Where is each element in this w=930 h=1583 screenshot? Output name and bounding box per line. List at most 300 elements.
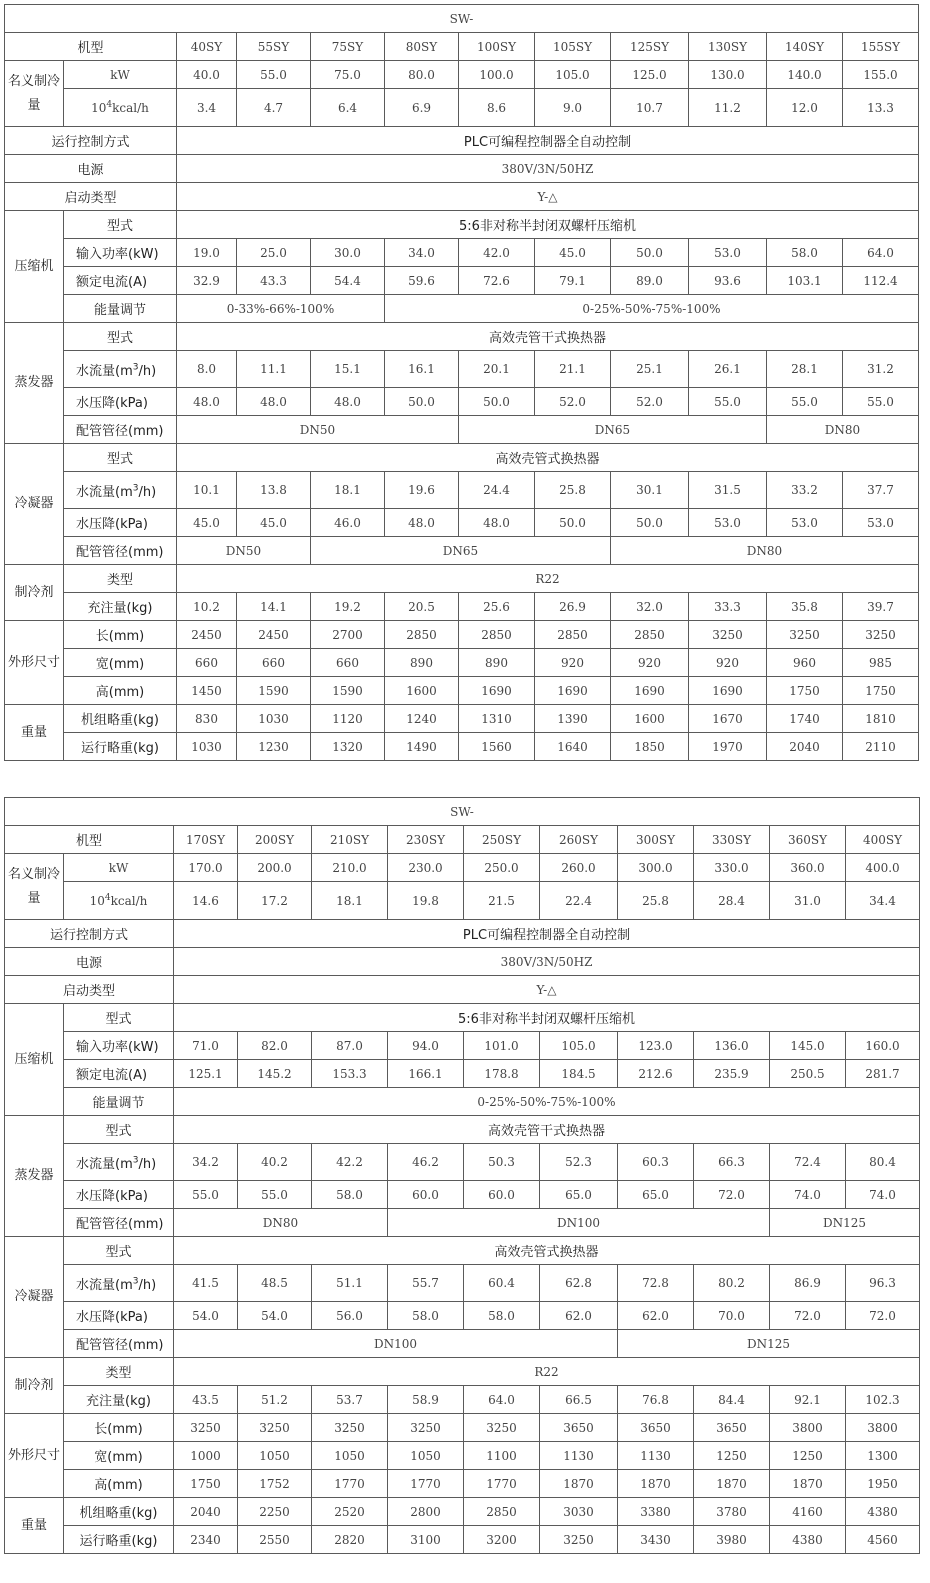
unit-weight-cell: 2250: [238, 1498, 312, 1526]
condenser-flow-cell: 51.1: [312, 1265, 388, 1302]
height-label: 高(mm): [64, 677, 177, 705]
charge-cell: 39.7: [843, 593, 919, 621]
evaporator-drop-label: 水压降(kPa): [64, 1181, 174, 1209]
unit-weight-row: [5, 1498, 920, 1526]
kw-cell: 125.0: [611, 61, 689, 89]
length-cell: 3250: [767, 621, 843, 649]
width-cell: 985: [843, 649, 919, 677]
control-value: PLC可编程控制器全自动控制: [177, 127, 919, 155]
model-cell: 300SY: [618, 826, 694, 854]
evaporator-flow-cell: 11.1: [237, 351, 311, 388]
power-label: 电源: [5, 155, 177, 183]
charge-cell: 32.0: [611, 593, 689, 621]
capacity-control-value: 0-33%-66%-100%: [177, 295, 385, 323]
width-cell: 1100: [464, 1442, 540, 1470]
input-power-cell: 19.0: [177, 239, 237, 267]
evaporator-drop-cell: 74.0: [846, 1181, 920, 1209]
model-row: [5, 33, 919, 61]
height-cell: 1770: [464, 1470, 540, 1498]
refrigerant-label: 制冷剂: [5, 1358, 64, 1414]
condenser-type-row: [5, 444, 919, 472]
kcal-unit-pre: 10: [89, 894, 105, 908]
start-row: [5, 976, 920, 1004]
run-weight-cell: 3250: [540, 1526, 618, 1554]
height-row: [5, 1470, 920, 1498]
length-row: [5, 1414, 920, 1442]
condenser-flow-cell: 18.1: [311, 472, 385, 509]
model-cell: 105SY: [535, 33, 611, 61]
charge-cell: 25.6: [459, 593, 535, 621]
evaporator-flow-cell: 20.1: [459, 351, 535, 388]
condenser-drop-cell: 50.0: [535, 509, 611, 537]
length-cell: 2850: [459, 621, 535, 649]
width-label: 宽(mm): [64, 1442, 174, 1470]
evaporator-label: 蒸发器: [5, 1116, 64, 1237]
condenser-drop-cell: 48.0: [385, 509, 459, 537]
length-cell: 3800: [846, 1414, 920, 1442]
power-value: 380V/3N/50HZ: [177, 155, 919, 183]
compressor-type-row: [5, 211, 919, 239]
kcal-cell: 13.3: [843, 89, 919, 127]
model-cell: 55SY: [237, 33, 311, 61]
length-cell: 2450: [237, 621, 311, 649]
width-row: [5, 649, 919, 677]
charge-row: [5, 1386, 920, 1414]
height-cell: 1950: [846, 1470, 920, 1498]
rated-current-cell: 43.3: [237, 267, 311, 295]
evaporator-flow-cell: 66.3: [694, 1144, 770, 1181]
width-cell: 1130: [618, 1442, 694, 1470]
evaporator-pipe-value: DN125: [770, 1209, 920, 1237]
evaporator-pipe-value: DN50: [177, 416, 459, 444]
kw-cell: 300.0: [618, 854, 694, 882]
unit-weight-cell: 1810: [843, 705, 919, 733]
length-cell: 2850: [385, 621, 459, 649]
height-cell: 1870: [618, 1470, 694, 1498]
start-value: Y-△: [177, 183, 919, 211]
condenser-drop-cell: 53.0: [689, 509, 767, 537]
evaporator-label: 蒸发器: [5, 323, 64, 444]
evaporator-pipe-label: 配管管径(mm): [64, 1209, 174, 1237]
condenser-drop-cell: 45.0: [237, 509, 311, 537]
width-cell: 1300: [846, 1442, 920, 1470]
evaporator-flow-row: [5, 1144, 920, 1181]
height-cell: 1690: [689, 677, 767, 705]
rated-current-cell: 281.7: [846, 1060, 920, 1088]
height-cell: 1750: [843, 677, 919, 705]
run-weight-cell: 2040: [767, 733, 843, 761]
kcal-row: [5, 882, 920, 920]
kw-cell: 130.0: [689, 61, 767, 89]
kcal-cell: 18.1: [312, 882, 388, 920]
flow-label-post: /h): [138, 1277, 157, 1293]
condenser-drop-row: [5, 509, 919, 537]
width-cell: 1130: [540, 1442, 618, 1470]
model-cell: 130SY: [689, 33, 767, 61]
series-row: [5, 798, 920, 826]
flow-label-pre: 水流量(m: [76, 484, 133, 500]
evaporator-flow-cell: 60.3: [618, 1144, 694, 1181]
model-label: 机型: [5, 33, 177, 61]
evaporator-drop-cell: 65.0: [540, 1181, 618, 1209]
input-power-cell: 30.0: [311, 239, 385, 267]
evaporator-drop-cell: 55.0: [689, 388, 767, 416]
run-weight-cell: 2820: [312, 1526, 388, 1554]
width-cell: 660: [237, 649, 311, 677]
condenser-flow-row: [5, 1265, 920, 1302]
kcal-unit-post: kcal/h: [112, 101, 149, 115]
condenser-flow-cell: 13.8: [237, 472, 311, 509]
condenser-drop-cell: 53.0: [843, 509, 919, 537]
height-cell: 1752: [238, 1470, 312, 1498]
run-weight-row: [5, 733, 919, 761]
run-weight-label: 运行略重(kg): [64, 1526, 174, 1554]
width-cell: 890: [459, 649, 535, 677]
evaporator-flow-label: [64, 351, 177, 388]
evaporator-drop-cell: 74.0: [770, 1181, 846, 1209]
compressor-type-label: 型式: [64, 1004, 174, 1032]
kw-cell: 100.0: [459, 61, 535, 89]
condenser-drop-cell: 56.0: [312, 1302, 388, 1330]
unit-weight-cell: 2850: [464, 1498, 540, 1526]
condenser-flow-cell: 31.5: [689, 472, 767, 509]
input-power-cell: 87.0: [312, 1032, 388, 1060]
flow-label-post: /h): [138, 1156, 157, 1172]
kcal-unit-sup: 4: [104, 893, 111, 903]
model-row: [5, 826, 920, 854]
unit-weight-cell: 3780: [694, 1498, 770, 1526]
evaporator-drop-cell: 55.0: [238, 1181, 312, 1209]
length-label: 长(mm): [64, 621, 177, 649]
charge-cell: 33.3: [689, 593, 767, 621]
rated-current-cell: 79.1: [535, 267, 611, 295]
model-cell: 260SY: [540, 826, 618, 854]
unit-weight-cell: 1390: [535, 705, 611, 733]
series-title: SW-: [5, 798, 920, 826]
model-cell: 100SY: [459, 33, 535, 61]
length-cell: 3250: [388, 1414, 464, 1442]
input-power-cell: 145.0: [770, 1032, 846, 1060]
compressor-type-value: 5:6非对称半封闭双螺杆压缩机: [174, 1004, 920, 1032]
unit-weight-cell: 2800: [388, 1498, 464, 1526]
width-cell: 660: [311, 649, 385, 677]
kcal-unit: [64, 882, 174, 920]
weight-label: 重量: [5, 1498, 64, 1554]
charge-cell: 43.5: [174, 1386, 238, 1414]
model-cell: 170SY: [174, 826, 238, 854]
evaporator-flow-cell: 8.0: [177, 351, 237, 388]
condenser-flow-cell: 86.9: [770, 1265, 846, 1302]
flow-label-post: /h): [138, 484, 157, 500]
refrigerant-type-value: R22: [177, 565, 919, 593]
width-cell: 1250: [770, 1442, 846, 1470]
condenser-flow-cell: 30.1: [611, 472, 689, 509]
refrigerant-label: 制冷剂: [5, 565, 64, 621]
evaporator-drop-cell: 55.0: [843, 388, 919, 416]
run-weight-cell: 4380: [770, 1526, 846, 1554]
run-weight-label: 运行略重(kg): [64, 733, 177, 761]
unit-weight-cell: 4380: [846, 1498, 920, 1526]
width-cell: 1250: [694, 1442, 770, 1470]
height-cell: 1870: [540, 1470, 618, 1498]
unit-weight-label: 机组略重(kg): [64, 705, 177, 733]
kcal-cell: 28.4: [694, 882, 770, 920]
evaporator-pipe-value: DN80: [767, 416, 919, 444]
capacity-control-value: 0-25%-50%-75%-100%: [174, 1088, 920, 1116]
kcal-cell: 6.4: [311, 89, 385, 127]
length-label: 长(mm): [64, 1414, 174, 1442]
condenser-flow-cell: 24.4: [459, 472, 535, 509]
input-power-row: [5, 1032, 920, 1060]
charge-cell: 58.9: [388, 1386, 464, 1414]
kw-cell: 360.0: [770, 854, 846, 882]
charge-cell: 64.0: [464, 1386, 540, 1414]
evaporator-drop-cell: 48.0: [177, 388, 237, 416]
rated-current-label: 额定电流(A): [64, 267, 177, 295]
run-weight-cell: 1640: [535, 733, 611, 761]
rated-current-cell: 235.9: [694, 1060, 770, 1088]
evaporator-flow-cell: 40.2: [238, 1144, 312, 1181]
evaporator-flow-cell: 21.1: [535, 351, 611, 388]
rated-current-cell: 112.4: [843, 267, 919, 295]
condenser-label: 冷凝器: [5, 1237, 64, 1358]
condenser-flow-cell: 55.7: [388, 1265, 464, 1302]
compressor-type-row: [5, 1004, 920, 1032]
charge-cell: 92.1: [770, 1386, 846, 1414]
evaporator-flow-cell: 16.1: [385, 351, 459, 388]
evaporator-flow-cell: 42.2: [312, 1144, 388, 1181]
kcal-cell: 22.4: [540, 882, 618, 920]
kw-cell: 210.0: [312, 854, 388, 882]
power-row: [5, 155, 919, 183]
control-row: [5, 920, 920, 948]
charge-label: 充注量(kg): [64, 593, 177, 621]
spec-table-1: [4, 4, 919, 761]
kw-row: [5, 61, 919, 89]
kcal-unit-pre: 10: [91, 101, 107, 115]
input-power-cell: 101.0: [464, 1032, 540, 1060]
unit-weight-cell: 1600: [611, 705, 689, 733]
power-row: [5, 948, 920, 976]
condenser-flow-cell: 10.1: [177, 472, 237, 509]
kcal-cell: 10.7: [611, 89, 689, 127]
evaporator-drop-cell: 50.0: [459, 388, 535, 416]
condenser-drop-cell: 53.0: [767, 509, 843, 537]
evaporator-type-row: [5, 323, 919, 351]
charge-cell: 35.8: [767, 593, 843, 621]
evaporator-type-value: 高效壳管干式换热器: [177, 323, 919, 351]
kcal-cell: 19.8: [388, 882, 464, 920]
kw-cell: 140.0: [767, 61, 843, 89]
evaporator-pipe-value: DN100: [388, 1209, 770, 1237]
length-cell: 2450: [177, 621, 237, 649]
evaporator-type-label: 型式: [64, 323, 177, 351]
run-weight-cell: 4560: [846, 1526, 920, 1554]
refrigerant-type-row: [5, 565, 919, 593]
input-power-cell: 42.0: [459, 239, 535, 267]
evaporator-pipe-label: 配管管径(mm): [64, 416, 177, 444]
kw-cell: 105.0: [535, 61, 611, 89]
evaporator-type-label: 型式: [64, 1116, 174, 1144]
evaporator-drop-label: 水压降(kPa): [64, 388, 177, 416]
condenser-drop-cell: 72.0: [770, 1302, 846, 1330]
length-cell: 3650: [694, 1414, 770, 1442]
condenser-flow-label: [64, 472, 177, 509]
input-power-cell: 94.0: [388, 1032, 464, 1060]
run-weight-cell: 1970: [689, 733, 767, 761]
unit-weight-cell: 2520: [312, 1498, 388, 1526]
kw-cell: 75.0: [311, 61, 385, 89]
rated-current-row: [5, 1060, 920, 1088]
model-cell: 155SY: [843, 33, 919, 61]
kcal-cell: 3.4: [177, 89, 237, 127]
run-weight-cell: 3200: [464, 1526, 540, 1554]
condenser-pipe-label: 配管管径(mm): [64, 1330, 174, 1358]
length-cell: 3250: [689, 621, 767, 649]
condenser-drop-cell: 50.0: [611, 509, 689, 537]
input-power-cell: 25.0: [237, 239, 311, 267]
kcal-cell: 14.6: [174, 882, 238, 920]
flow-label-post: /h): [138, 363, 157, 379]
kw-cell: 200.0: [238, 854, 312, 882]
condenser-drop-cell: 48.0: [459, 509, 535, 537]
input-power-cell: 160.0: [846, 1032, 920, 1060]
condenser-flow-cell: 25.8: [535, 472, 611, 509]
condenser-drop-cell: 70.0: [694, 1302, 770, 1330]
model-cell: 250SY: [464, 826, 540, 854]
length-cell: 3800: [770, 1414, 846, 1442]
input-power-cell: 123.0: [618, 1032, 694, 1060]
length-cell: 2700: [311, 621, 385, 649]
height-cell: 1750: [174, 1470, 238, 1498]
input-power-cell: 64.0: [843, 239, 919, 267]
flow-label-sup: 3: [132, 1155, 139, 1166]
condenser-label: 冷凝器: [5, 444, 64, 565]
evaporator-drop-cell: 55.0: [767, 388, 843, 416]
condenser-drop-label: 水压降(kPa): [64, 1302, 174, 1330]
condenser-flow-cell: 96.3: [846, 1265, 920, 1302]
charge-label: 充注量(kg): [64, 1386, 174, 1414]
length-cell: 3250: [312, 1414, 388, 1442]
kcal-cell: 31.0: [770, 882, 846, 920]
compressor-type-label: 型式: [64, 211, 177, 239]
length-cell: 3250: [843, 621, 919, 649]
kcal-unit-sup: 4: [106, 100, 113, 110]
model-cell: 75SY: [311, 33, 385, 61]
kw-unit: kW: [64, 854, 174, 882]
length-cell: 3250: [238, 1414, 312, 1442]
width-cell: 1050: [238, 1442, 312, 1470]
input-power-cell: 58.0: [767, 239, 843, 267]
dimensions-label: 外形尺寸: [5, 621, 64, 705]
control-label: 运行控制方式: [5, 127, 177, 155]
kw-row: [5, 854, 920, 882]
height-cell: 1450: [177, 677, 237, 705]
model-cell: 125SY: [611, 33, 689, 61]
kcal-cell: 12.0: [767, 89, 843, 127]
condenser-flow-label: [64, 1265, 174, 1302]
charge-cell: 66.5: [540, 1386, 618, 1414]
rated-current-cell: 145.2: [238, 1060, 312, 1088]
control-row: [5, 127, 919, 155]
dimensions-label: 外形尺寸: [5, 1414, 64, 1498]
evaporator-flow-cell: 52.3: [540, 1144, 618, 1181]
condenser-pipe-value: DN65: [311, 537, 611, 565]
capacity-control-row: [5, 1088, 920, 1116]
run-weight-cell: 3100: [388, 1526, 464, 1554]
evaporator-drop-cell: 50.0: [385, 388, 459, 416]
capacity-control-label: 能量调节: [64, 295, 177, 323]
model-cell: 330SY: [694, 826, 770, 854]
condenser-drop-cell: 58.0: [388, 1302, 464, 1330]
evaporator-drop-cell: 48.0: [237, 388, 311, 416]
model-cell: 230SY: [388, 826, 464, 854]
run-weight-cell: 1850: [611, 733, 689, 761]
height-cell: 1590: [311, 677, 385, 705]
control-label: 运行控制方式: [5, 920, 174, 948]
kcal-cell: 34.4: [846, 882, 920, 920]
kw-cell: 330.0: [694, 854, 770, 882]
condenser-drop-cell: 54.0: [174, 1302, 238, 1330]
capacity-control-row: [5, 295, 919, 323]
condenser-flow-row: [5, 472, 919, 509]
compressor-label: 压缩机: [5, 1004, 64, 1116]
input-power-cell: 71.0: [174, 1032, 238, 1060]
rated-current-cell: 166.1: [388, 1060, 464, 1088]
model-cell: 400SY: [846, 826, 920, 854]
kcal-cell: 9.0: [535, 89, 611, 127]
width-row: [5, 1442, 920, 1470]
compressor-type-value: 5:6非对称半封闭双螺杆压缩机: [177, 211, 919, 239]
model-cell: 40SY: [177, 33, 237, 61]
model-cell: 140SY: [767, 33, 843, 61]
power-label: 电源: [5, 948, 174, 976]
height-cell: 1690: [535, 677, 611, 705]
width-cell: 920: [689, 649, 767, 677]
run-weight-cell: 1030: [177, 733, 237, 761]
height-cell: 1690: [459, 677, 535, 705]
width-cell: 960: [767, 649, 843, 677]
height-cell: 1870: [770, 1470, 846, 1498]
input-power-cell: 53.0: [689, 239, 767, 267]
run-weight-cell: 1230: [237, 733, 311, 761]
charge-cell: 53.7: [312, 1386, 388, 1414]
condenser-drop-cell: 54.0: [238, 1302, 312, 1330]
rated-current-cell: 103.1: [767, 267, 843, 295]
evaporator-flow-cell: 80.4: [846, 1144, 920, 1181]
condenser-type-label: 型式: [64, 444, 177, 472]
charge-cell: 51.2: [238, 1386, 312, 1414]
condenser-drop-cell: 72.0: [846, 1302, 920, 1330]
condenser-pipe-value: DN125: [618, 1330, 920, 1358]
rated-current-cell: 178.8: [464, 1060, 540, 1088]
width-cell: 1050: [388, 1442, 464, 1470]
unit-weight-label: 机组略重(kg): [64, 1498, 174, 1526]
height-cell: 1750: [767, 677, 843, 705]
condenser-flow-cell: 37.7: [843, 472, 919, 509]
condenser-drop-row: [5, 1302, 920, 1330]
unit-weight-cell: 1120: [311, 705, 385, 733]
charge-cell: 102.3: [846, 1386, 920, 1414]
kcal-cell: 17.2: [238, 882, 312, 920]
kcal-cell: 8.6: [459, 89, 535, 127]
rated-current-cell: 153.3: [312, 1060, 388, 1088]
length-cell: 3650: [540, 1414, 618, 1442]
kcal-row: [5, 89, 919, 127]
model-cell: 210SY: [312, 826, 388, 854]
evaporator-pipe-value: DN80: [174, 1209, 388, 1237]
width-cell: 660: [177, 649, 237, 677]
